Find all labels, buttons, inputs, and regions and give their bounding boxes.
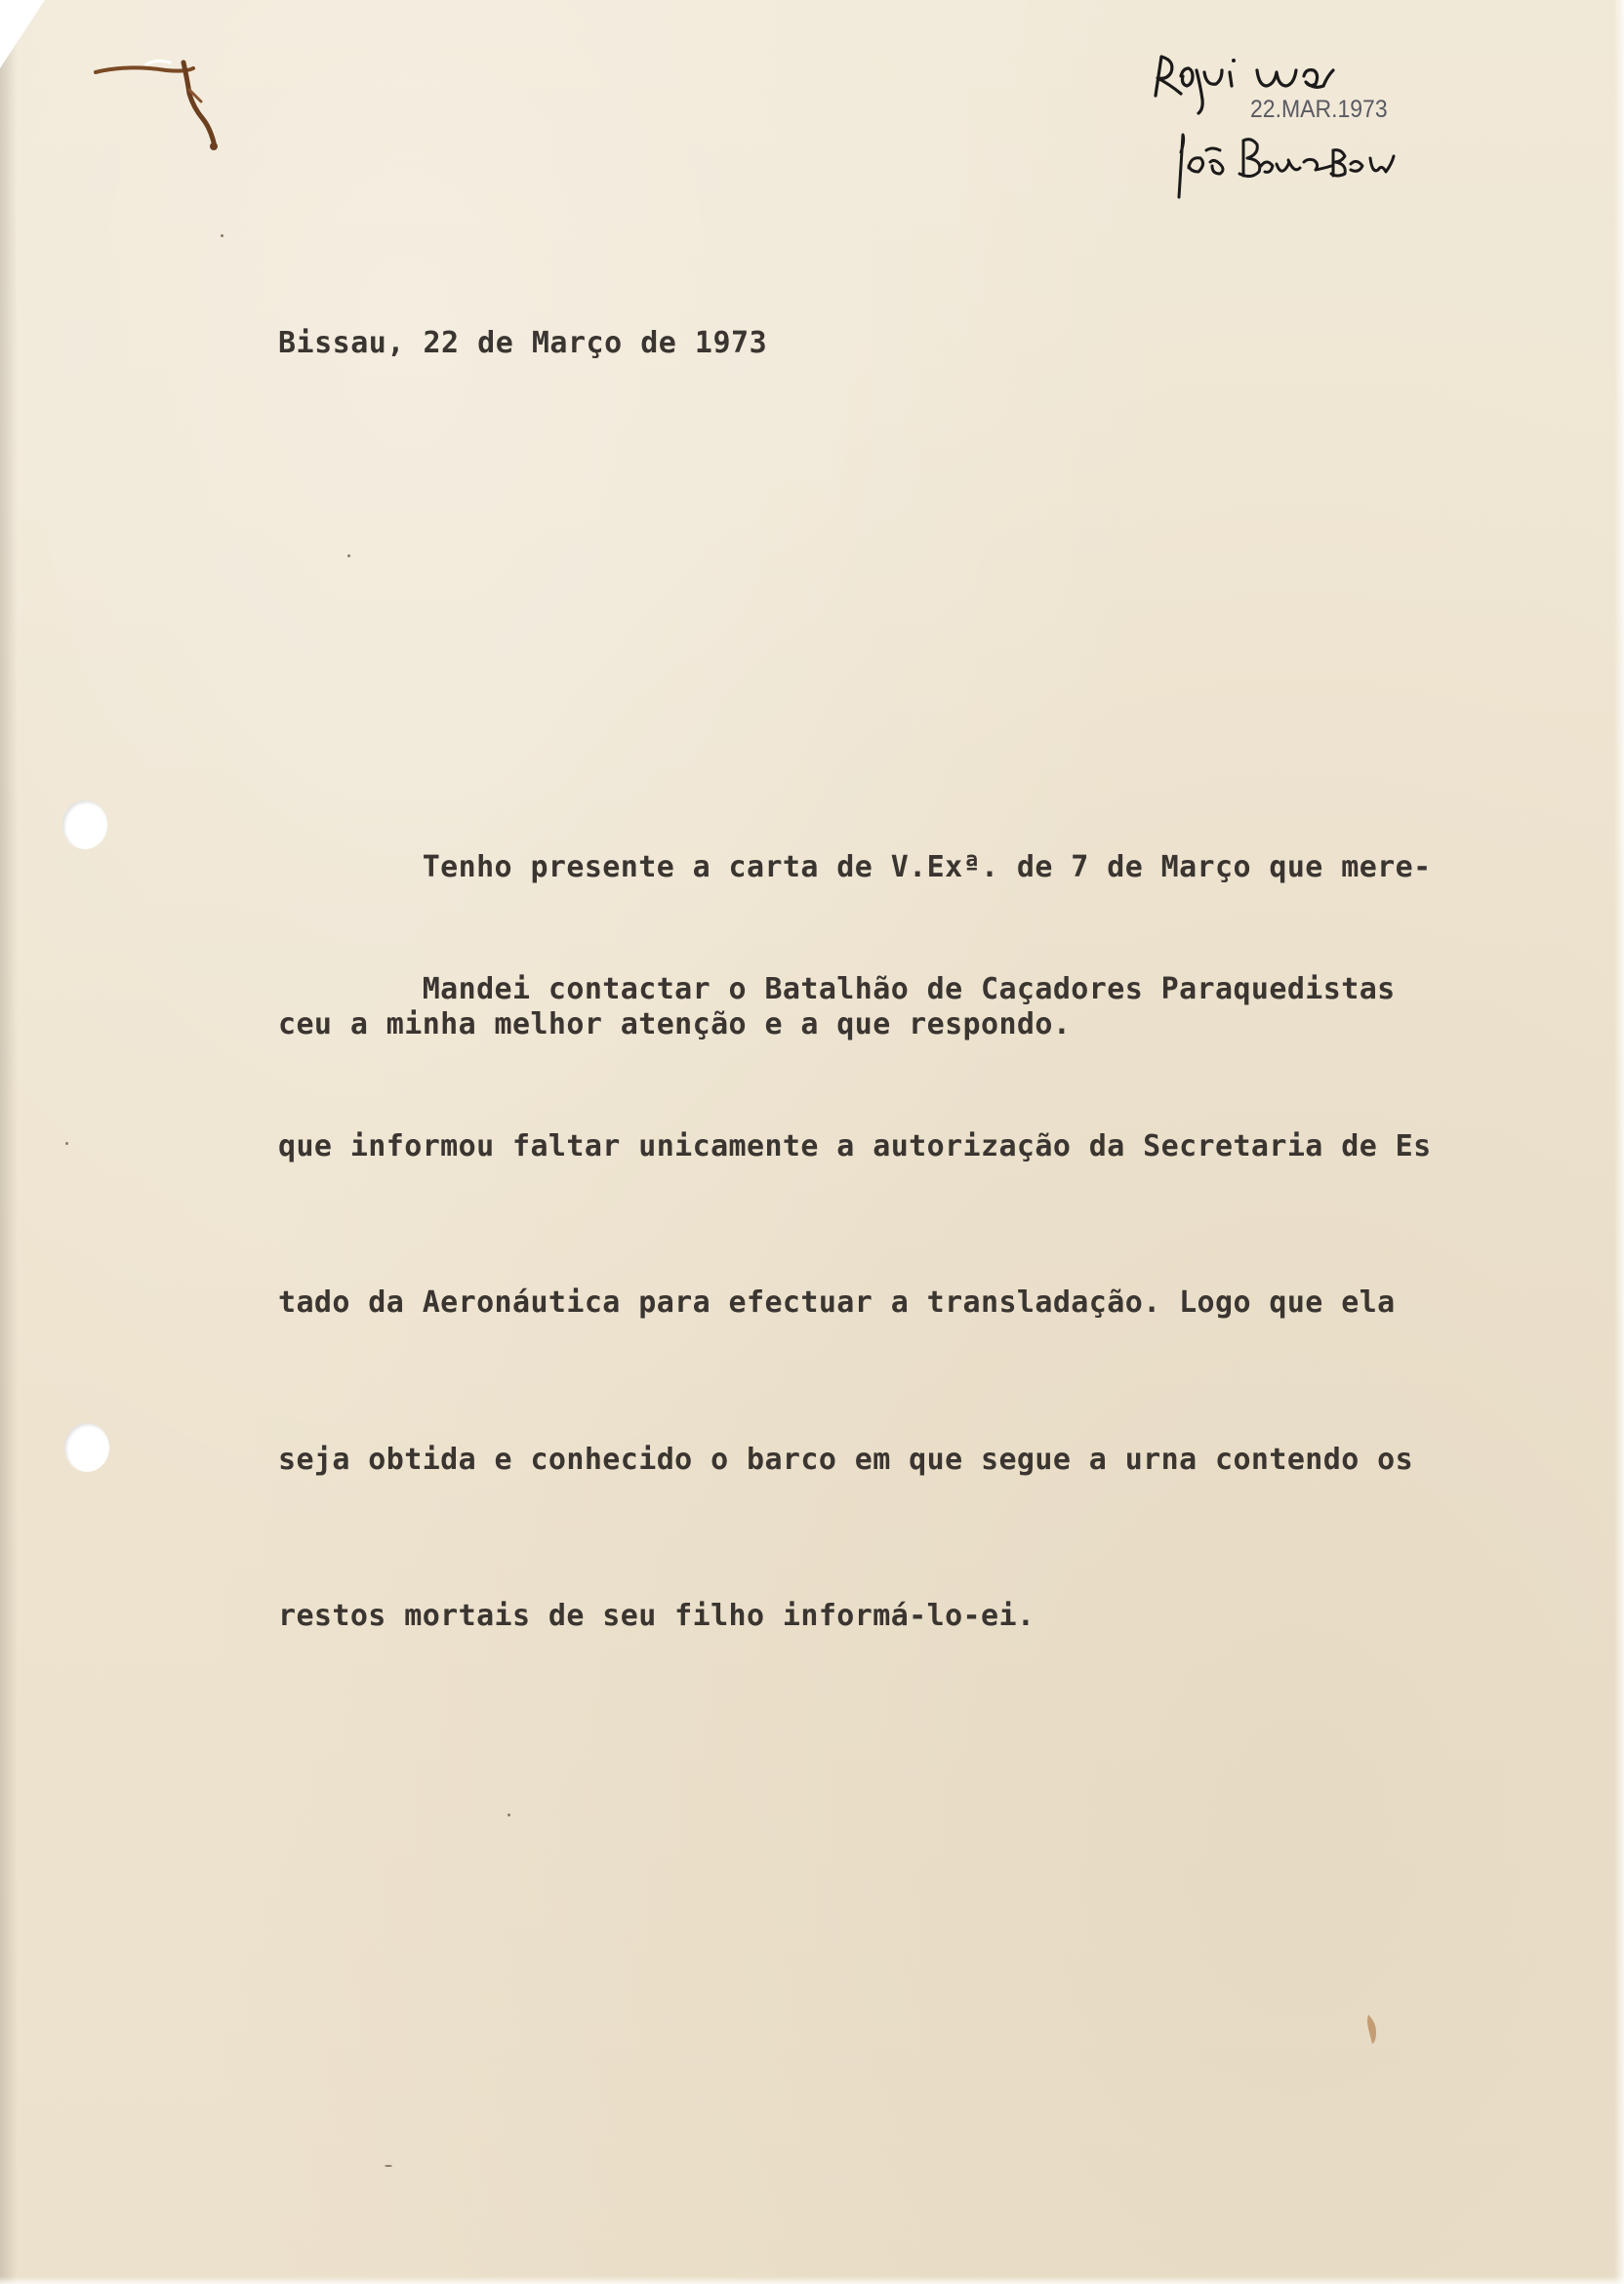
page-edge-shadow — [0, 0, 18, 2284]
corner-fold — [0, 0, 45, 68]
text-line: ceu a minha melhor atenção e a que respondo. — [278, 1006, 1072, 1041]
text-line: que informou faltar unicamente a autorização da Secretaria de Es — [278, 1128, 1432, 1163]
paper-speck — [508, 1814, 510, 1816]
staple-mark — [88, 51, 234, 158]
paper-speck — [65, 1142, 68, 1145]
letter-dateline: Bissau, 22 de Março de 1973 — [278, 326, 768, 360]
letter-paragraph-2 — [278, 859, 1432, 1747]
page-edge-bottom — [0, 2276, 1624, 2284]
punch-hole — [64, 1423, 109, 1472]
page-edge-right — [1614, 0, 1624, 2284]
text-line: tado da Aeronáutica para efectuar a transladação. Logo que ela — [278, 1285, 1396, 1320]
text-line: seja obtida e conhecido o barco em que segue a urna contendo os — [278, 1442, 1414, 1477]
paper-speck — [347, 554, 350, 557]
text-line: Mandei contactar o Batalhão de Caçadores Paraquedistas — [278, 972, 1396, 1006]
punch-hole — [62, 800, 107, 849]
paper-speck — [221, 234, 223, 237]
paper-stain — [1364, 2013, 1380, 2046]
text-line: restos mortais de seu filho informá-lo-ei. — [278, 1599, 1035, 1633]
handwritten-signature — [1179, 135, 1394, 197]
handwritten-annotation — [1142, 47, 1464, 213]
received-date-stamp: 22.MAR.1973 — [1250, 96, 1388, 123]
text-line: Tenho presente a carta de V.Exª. de 7 de Março que mere- — [278, 850, 1432, 884]
paper-speck — [385, 2165, 392, 2167]
